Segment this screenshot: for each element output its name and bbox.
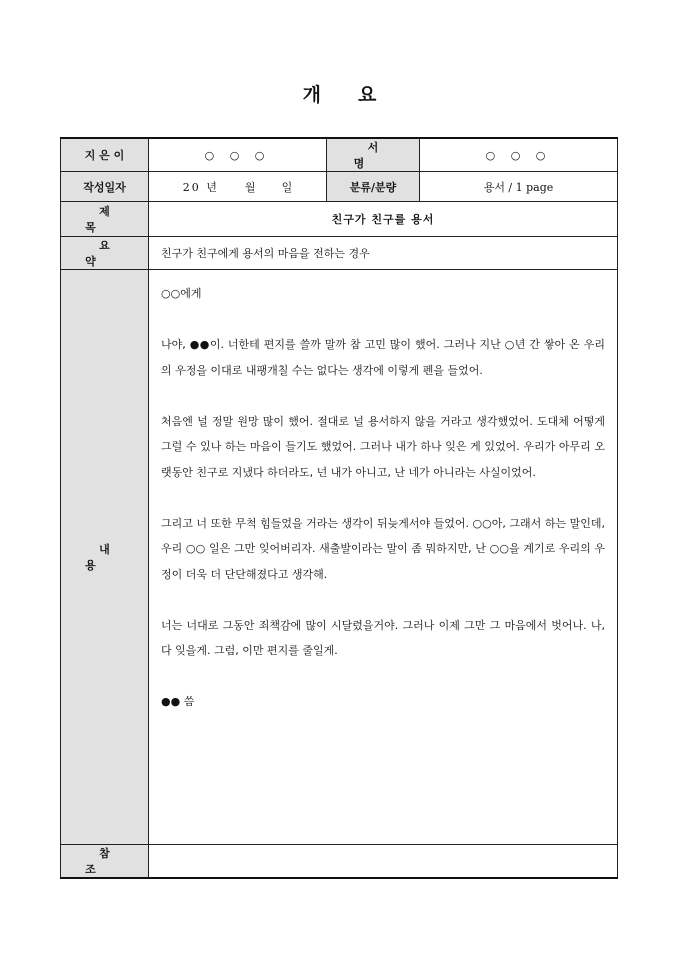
summary-label: [61, 237, 149, 270]
letter-paragraph-4: 너는 너대로 그동안 죄책감에 많이 시달렸을거야. 그러나 이제 그만 그 마음에서 벗어나. 나, 다 잊을게. 그럼, 이만 편지를 줄일게.: [161, 618, 605, 657]
reference-label: [61, 845, 149, 879]
date-day: 일: [281, 180, 293, 194]
category-label: 분류/분량: [327, 172, 420, 202]
author-label: 지 은 이: [61, 138, 149, 172]
author-value: ○ ○ ○: [149, 138, 327, 172]
letter-body: [149, 270, 618, 845]
date-label: 작성일자: [61, 172, 149, 202]
summary-value: 친구가 친구에게 용서의 마음을 전하는 경우: [149, 237, 618, 270]
subject-label: [61, 202, 149, 237]
content-label-text: 내 용: [85, 543, 138, 572]
date-year: 20 년: [182, 180, 219, 194]
category-value: 용서 / 1 page: [420, 172, 618, 202]
letter-signoff: ●● 씀: [161, 695, 195, 708]
date-row: [61, 172, 618, 202]
content-label: [61, 270, 149, 845]
reference-value: [149, 845, 618, 879]
page-title-right: 요: [358, 84, 378, 106]
summary-label-text: 요 약: [85, 239, 138, 268]
letter-paragraph-3: 그리고 너 또한 무척 힘들었을 거라는 생각이 뒤늦게서야 들었어. ○○아, 그래서 하는 말인데, 우리 ○○ 일은 그만 잊어버리자. 새출발이라는 말이 좀 뭐하지만, 난 ○○을 계기로 우리의 우정이 더욱 더 단단해졌다고 생각해.: [161, 516, 605, 581]
signature-label-text: 서 명: [353, 141, 407, 170]
date-value: [149, 172, 327, 202]
letter-paragraph-2: 처음엔 널 정말 원망 많이 했어. 절대로 널 용서하지 않을 거라고 생각했었어. 도대체 어떻게 그럴 수 있나 하는 마음이 들기도 했었어. 그러나 내가 하나 잊은 게 있었어. 우리가 아무리 오랫동안 친구로 지냈다 하더라도, 넌 내가 아니고, 난 네가 아니라는 사실이었어.: [161, 414, 605, 479]
subject-label-text: 제 목: [85, 205, 138, 234]
subject-row: [61, 202, 618, 237]
signature-label: [327, 138, 420, 172]
author-row: [61, 138, 618, 172]
summary-row: [61, 237, 618, 270]
subject-value: 친구가 친구를 용서: [149, 202, 618, 237]
summary-form-table: [60, 137, 618, 879]
reference-row: [61, 845, 618, 879]
page-title: [0, 80, 680, 107]
page-title-left: 개: [302, 84, 322, 106]
reference-label-text: 참 조: [85, 847, 138, 876]
date-month: 월: [244, 180, 256, 194]
letter-greeting: ○○에게: [161, 287, 202, 300]
signature-value: ○ ○ ○: [420, 138, 618, 172]
letter-paragraph-1: 나야, ●●이. 너한테 편지를 쓸까 말까 참 고민 많이 했어. 그러나 지난 ○년 간 쌓아 온 우리의 우정을 이대로 내팽개칠 수는 없다는 생각에 이렇게 펜을 들었어.: [161, 338, 605, 377]
content-row: [61, 270, 618, 845]
